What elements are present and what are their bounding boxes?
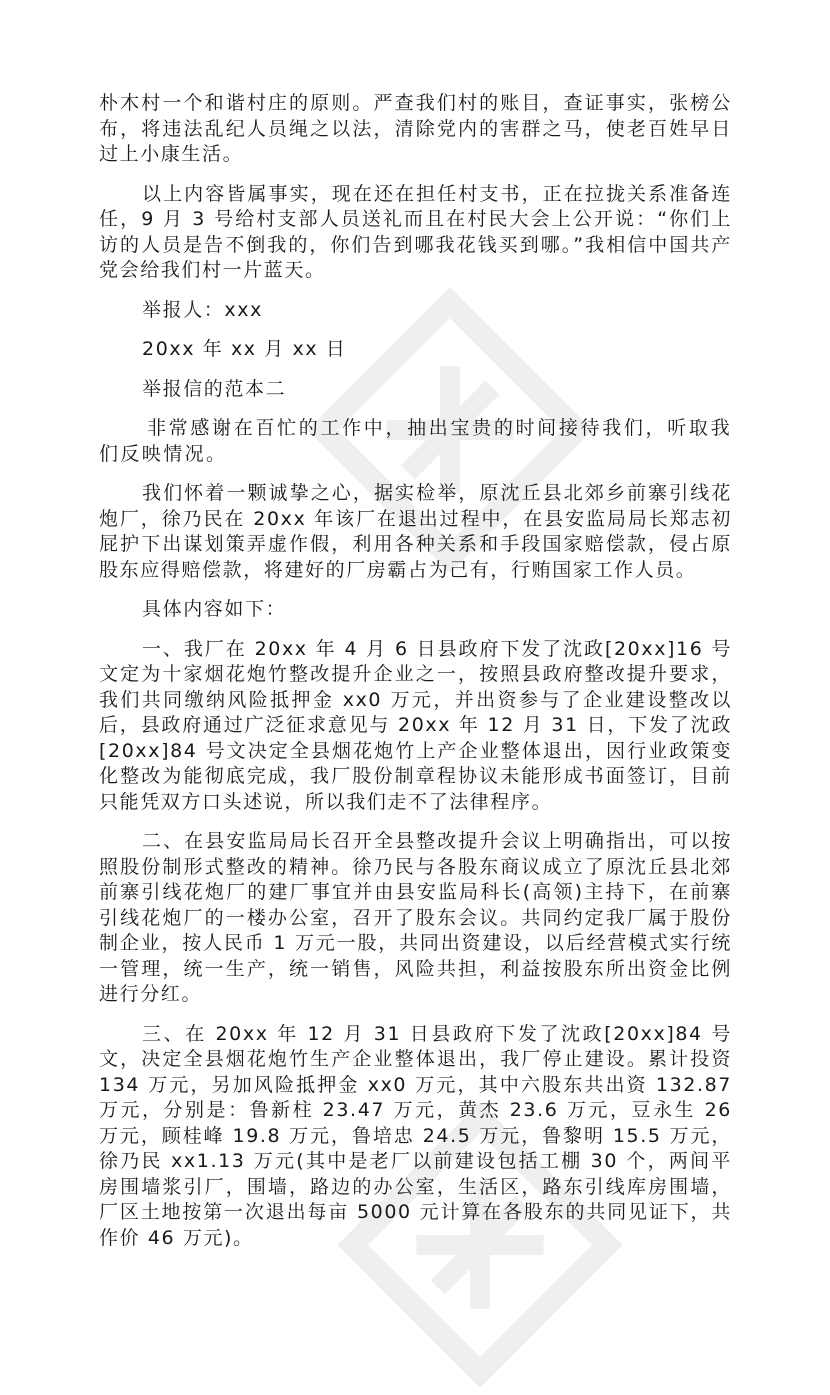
details-heading: 具体内容如下： — [142, 598, 287, 620]
signature-date: 20xx 年 xx 月 xx 日 — [142, 338, 347, 360]
paragraph-item-one: 一、我厂在 20xx 年 4 月 6 日县政府下发了沈政[20xx]16 号文定为十家烟花炮竹整改提升企业之一，按照县政府整改提升要求，我们共同缴纳风险抵押金 xx0 万元，并出资参与了企业建设整改以后，县政府通过广泛征求意见与 20xx 年 12 月 31 日，下发了沈政[20xx]84 号文决定全县烟花炮竹上产企业整体退出，因行业政策变化整改为能彻底完成，我厂股份制章程协议未能形成书面签订，目前只能凭双方口头述说，所以我们走不了法律程序。 — [99, 637, 732, 813]
paragraph-closing-request: 朴木村一个和谐村庄的原则。严查我们村的账目，查证事实，张榜公布，将违法乱纪人员绳之以法，清除党内的害群之马，使老百姓早日过上小康生活。 — [99, 92, 732, 165]
paragraph-item-two: 二、在县安监局局长召开全县整改提升会议上明确指出，可以按照股份制形式整改的精神。徐乃民与各股东商议成立了原沈丘县北郊前寨引线花炮厂的建厂事宜并由县安监局科长(高领)主持下，在前寨引线花炮厂的一楼办公室，召开了股东会议。共同约定我厂属于股份制企业，按人民币 1 万元一股，共同出资建设，以后经营模式实行统一管理，统一生产，统一销售，风险共担，利益按股东所出资金比例进行分红。 — [99, 830, 732, 1005]
document-body — [99, 91, 732, 1265]
paragraph-report-intro: 我们怀着一颗诚挚之心，据实检举，原沈丘县北郊乡前寨引线花炮厂，徐乃民在 20xx 年该厂在退出过程中，在县安监局局长郑志初屁护下出谋划策弄虚作假，利用各种关系和手段国家赔偿款，侵占原股东应得赔偿款，将建好的厂房霸占为己有，行贿国家工作人员。 — [99, 482, 732, 581]
reporter-signature: 举报人：xxx — [142, 298, 263, 321]
paragraph-item-three: 三、在 20xx 年 12 月 31 日县政府下发了沈政[20xx]84 号文，决定全县烟花炮竹生产企业整体退出，我厂停止建设。累计投资 134 万元，另加风险抵押金 xx0 万元，其中六股东共出资 132.87 万元，分别是：鲁新柱 23.47 万元，黄杰 23.6 万元，豆永生 26 万元，顾桂峰 19.8 万元，鲁培忠 24.5 万元，鲁黎明 15.5 万元，徐乃民 xx1.13 万元(其中是老厂以前建设包括工棚 30 个，两间平房围墙浆引厂，围墙，路边的办公室，生活区，路东引线库房围墙，厂区土地按第一次退出每亩 5000 元计算在各股东的共同见证下，共作价 46 万元)。 — [99, 1022, 732, 1249]
paragraph-facts-statement: 以上内容皆属事实，现在还在担任村支书，正在拉拢关系准备连任，9 月 3 号给村支部人员送礼而且在村民大会上公开说：“你们上访的人员是告不倒我的，你们告到哪我花钱买到哪。”我相信中国共产党会给我们村一片蓝天。 — [99, 182, 732, 281]
section-heading-sample-two: 举报信的范本二 — [142, 377, 287, 400]
paragraph-thanks: 非常感谢在百忙的工作中，抽出宝贵的时间接待我们，听取我们反映情况。 — [99, 417, 732, 465]
